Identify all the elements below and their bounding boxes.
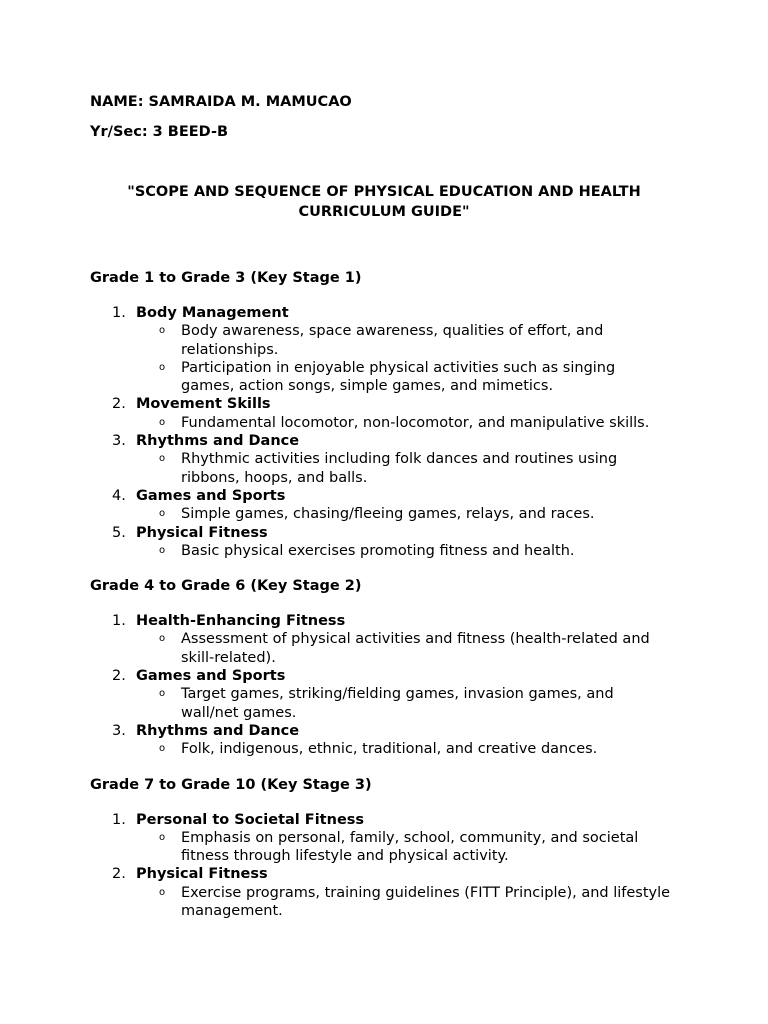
document-page [90, 92, 690, 920]
topic-item [90, 811, 690, 866]
topic-item [90, 524, 690, 561]
topic-item [90, 612, 690, 667]
detail-text: Fundamental locomotor, non-locomotor, and manipulative skills. [181, 414, 650, 431]
topic-item [90, 487, 690, 524]
topic-number: 5. [112, 524, 126, 541]
detail-text: Rhythmic activities including folk dances and routines using ribbons, hoops, and balls. [181, 451, 618, 486]
circle-bullet-icon: o [159, 688, 166, 700]
detail-list [136, 450, 690, 487]
detail-list [136, 685, 690, 722]
detail-item [136, 884, 671, 921]
detail-item [136, 359, 671, 396]
detail-item [136, 450, 671, 487]
topic-label: Health-Enhancing Fitness [136, 613, 346, 630]
circle-bullet-icon: o [159, 633, 166, 645]
topic-number: 1. [112, 613, 126, 630]
topic-label: Body Management [136, 305, 289, 321]
circle-bullet-icon: o [159, 453, 166, 465]
detail-text: Participation in enjoyable physical activities such as singing games, action songs, simple games, and mimetics. [181, 359, 616, 395]
detail-text: Body awareness, space awareness, qualities of effort, and relationships. [181, 323, 604, 358]
topic-label: Games and Sports [136, 487, 286, 504]
detail-item [136, 505, 671, 523]
topic-label: Rhythms and Dance [136, 433, 300, 450]
topic-label: Movement Skills [136, 396, 271, 413]
detail-text: Assessment of physical activities and fitness (health-related and skill-related). [181, 631, 650, 666]
topic-item [90, 395, 690, 432]
topic-list [90, 304, 690, 560]
detail-text: Exercise programs, training guidelines (FITT Principle), and lifestyle management. [181, 884, 671, 920]
stage-heading: Grade 7 to Grade 10 (Key Stage 3) [90, 776, 372, 793]
stage-heading: Grade 4 to Grade 6 (Key Stage 2) [90, 578, 362, 595]
topic-number: 3. [112, 433, 126, 450]
detail-item [136, 685, 671, 722]
detail-list [136, 322, 690, 395]
circle-bullet-icon: o [159, 361, 166, 373]
detail-text: Target games, striking/fielding games, invasion games, and wall/net games. [181, 686, 614, 721]
topic-number: 2. [112, 396, 126, 413]
detail-item [136, 414, 671, 432]
stage-heading: Grade 1 to Grade 3 (Key Stage 1) [90, 270, 362, 286]
detail-text: Simple games, chasing/fleeing games, relays, and races. [181, 506, 595, 523]
topic-label: Games and Sports [136, 668, 286, 685]
detail-text: Basic physical exercises promoting fitness and health. [181, 542, 575, 559]
detail-list [136, 414, 690, 432]
circle-bullet-icon: o [159, 886, 166, 898]
topic-item [90, 865, 690, 920]
curriculum-stages [90, 268, 690, 920]
detail-list [136, 884, 690, 921]
topic-number: 2. [112, 668, 126, 685]
detail-list [136, 829, 690, 866]
topic-number: 1. [112, 305, 126, 321]
topic-list [90, 811, 690, 921]
topic-label: Physical Fitness [136, 866, 268, 883]
topic-item [90, 304, 690, 395]
detail-item [136, 829, 671, 866]
topic-number: 4. [112, 487, 126, 504]
detail-list [136, 505, 690, 523]
detail-text: Folk, indigenous, ethnic, traditional, and creative dances. [181, 741, 598, 758]
topic-number: 3. [112, 722, 126, 739]
circle-bullet-icon: o [159, 831, 166, 843]
document-title: "SCOPE AND SEQUENCE OF PHYSICAL EDUCATION AND HEALTH CURRICULUM GUIDE" [127, 184, 641, 220]
circle-bullet-icon: o [159, 416, 166, 428]
topic-number: 1. [112, 811, 126, 828]
detail-item [136, 630, 671, 667]
circle-bullet-icon: o [159, 743, 166, 755]
detail-item [136, 322, 671, 359]
student-year-section: Yr/Sec: 3 BEED-B [90, 124, 229, 140]
detail-text: Emphasis on personal, family, school, community, and societal fitness through lifestyle and physical activity. [181, 829, 639, 865]
circle-bullet-icon: o [159, 508, 166, 520]
student-name: NAME: SAMRAIDA M. MAMUCAO [90, 94, 352, 110]
detail-item [136, 542, 671, 560]
detail-list [136, 740, 690, 758]
detail-item [136, 740, 671, 758]
topic-number: 2. [112, 866, 126, 883]
topic-label: Physical Fitness [136, 524, 268, 541]
topic-item [90, 722, 690, 759]
topic-item [90, 432, 690, 487]
topic-list [90, 612, 690, 758]
circle-bullet-icon: o [159, 325, 166, 337]
topic-label: Rhythms and Dance [136, 722, 300, 739]
circle-bullet-icon: o [159, 544, 166, 556]
topic-item [90, 667, 690, 722]
detail-list [136, 630, 690, 667]
detail-list [136, 542, 690, 560]
topic-label: Personal to Societal Fitness [136, 811, 365, 828]
